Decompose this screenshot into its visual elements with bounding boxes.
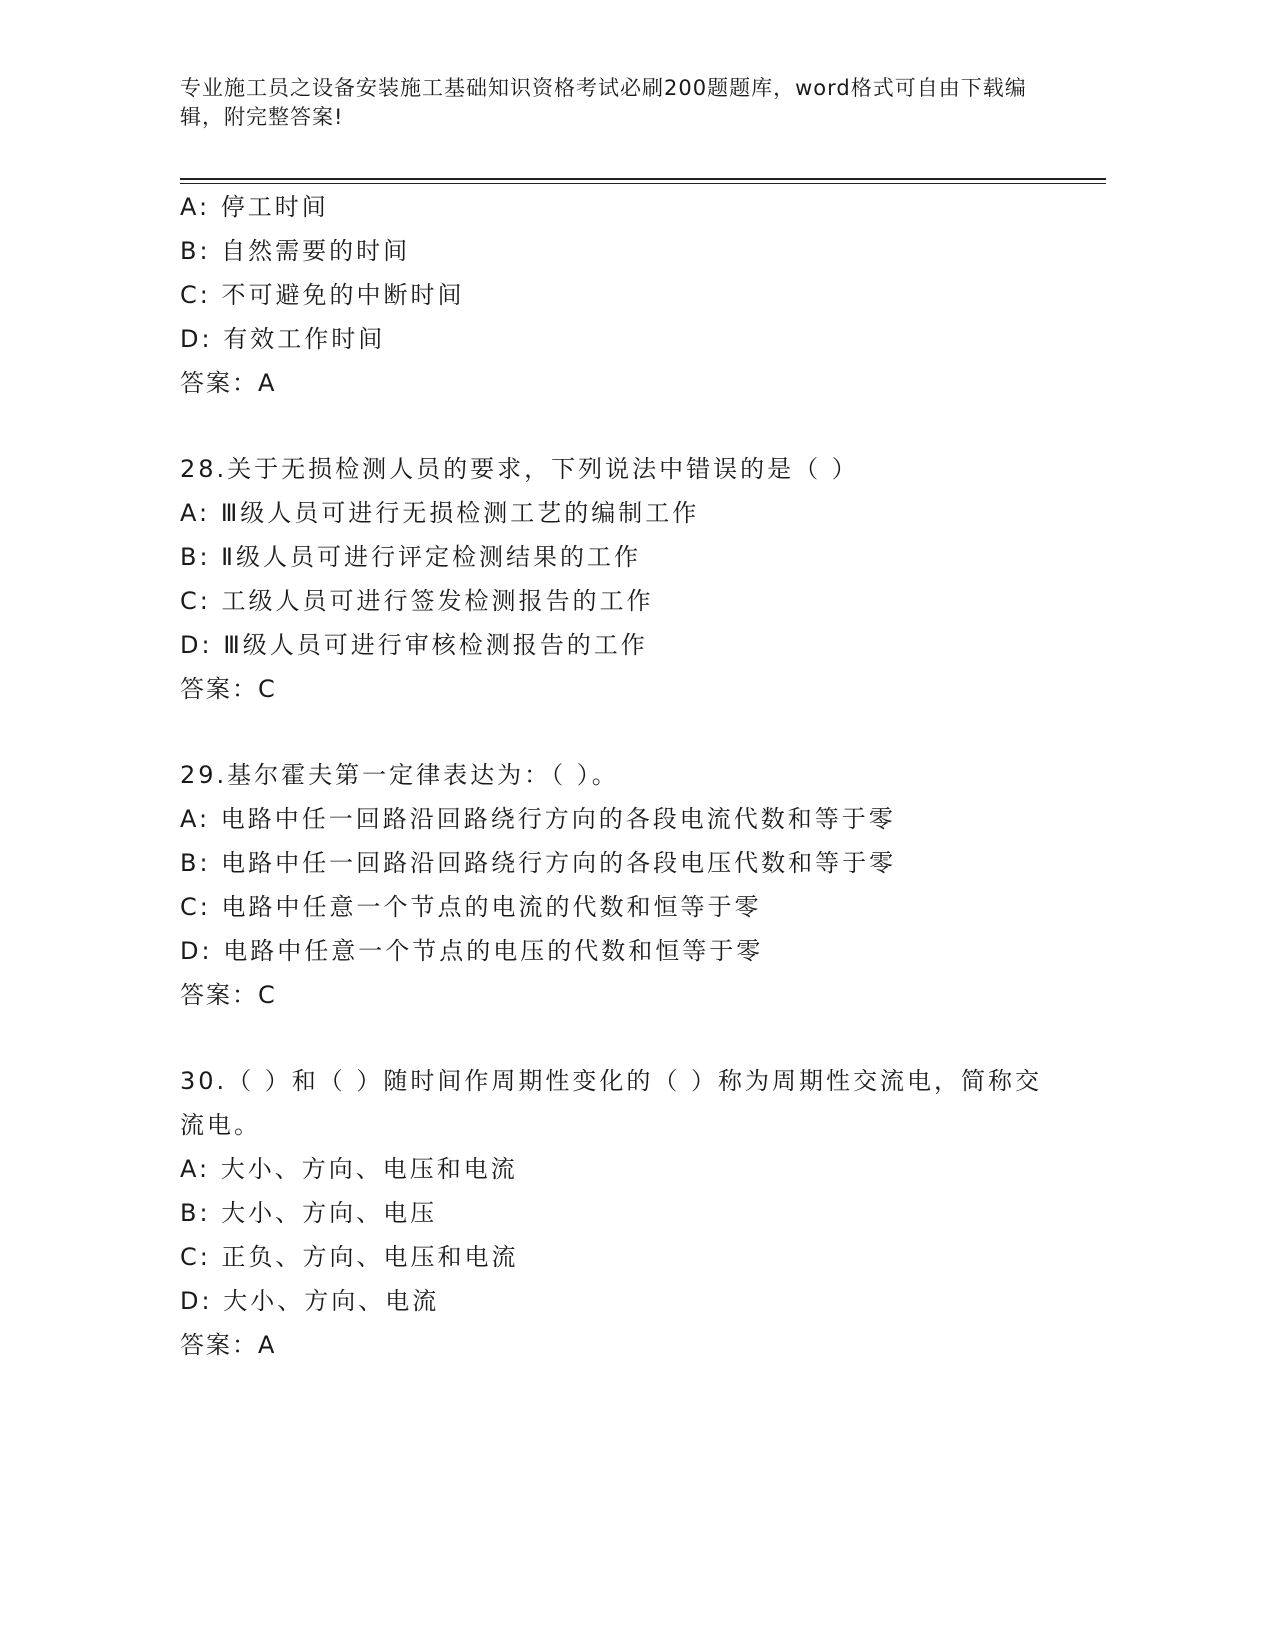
answer: 答案：A (180, 1331, 277, 1359)
question-28-block (180, 447, 1060, 711)
option-b: B: 自然需要的时间 (180, 237, 411, 265)
answer: 答案：C (180, 675, 277, 703)
option-c: C: 不可避免的中断时间 (180, 281, 465, 309)
question-stem: 28.关于无损检测人员的要求，下列说法中错误的是（ ） (180, 455, 859, 483)
option-c: C: 工级人员可进行签发检测报告的工作 (180, 587, 654, 615)
question-list (180, 185, 1060, 1367)
document-header: 专业施工员之设备安装施工基础知识资格考试必刷200题题库，word格式可自由下载编辑，附完整答案! (180, 76, 1027, 129)
header-rule-thin (180, 183, 1106, 184)
option-b: B: 大小、方向、电压 (180, 1199, 438, 1227)
option-b: B: 电路中任一回路沿回路绕行方向的各段电压代数和等于零 (180, 849, 897, 877)
option-a: A: 大小、方向、电压和电流 (180, 1155, 518, 1183)
option-a: A: 电路中任一回路沿回路绕行方向的各段电流代数和等于零 (180, 805, 896, 833)
question-stem: 29.基尔霍夫第一定律表达为：（ ）。 (180, 761, 619, 789)
question-29-block (180, 753, 1060, 1017)
question-27-block (180, 185, 1060, 405)
option-d: D: 大小、方向、电流 (180, 1287, 440, 1315)
option-d: D: 电路中任意一个节点的电压的代数和恒等于零 (180, 937, 764, 965)
answer: 答案：C (180, 981, 277, 1009)
option-a: A: 停工时间 (180, 193, 329, 221)
option-d: D: 有效工作时间 (180, 325, 386, 353)
option-b: B: Ⅱ级人员可进行评定检测结果的工作 (180, 543, 641, 571)
option-d: D: Ⅲ级人员可进行审核检测报告的工作 (180, 631, 648, 659)
option-a: A: Ⅲ级人员可进行无损检测工艺的编制工作 (180, 499, 700, 527)
header-rule-thick (180, 178, 1106, 180)
option-c: C: 电路中任意一个节点的电流的代数和恒等于零 (180, 893, 762, 921)
answer: 答案：A (180, 369, 277, 397)
question-30-block (180, 1059, 1060, 1367)
question-stem: 30.（ ）和（ ）随时间作周期性变化的（ ）称为周期性交流电，简称交流电。 (180, 1067, 1043, 1139)
option-c: C: 正负、方向、电压和电流 (180, 1243, 519, 1271)
